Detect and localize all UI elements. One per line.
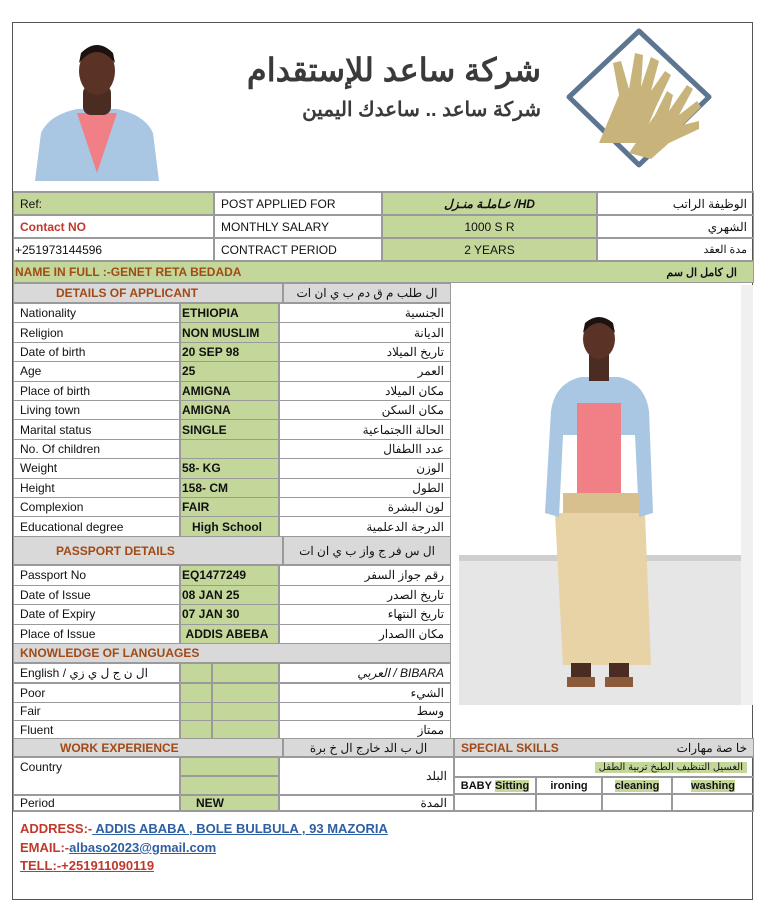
post-label-ar: الوظيفة الراتب (597, 192, 754, 215)
detail-label: Educational degree (13, 516, 180, 536)
detail-value: 20 SEP 98 (180, 342, 279, 362)
skill-label: ironing (550, 779, 588, 792)
ref-label: Ref: (13, 192, 214, 215)
detail-value: NON MUSLIM (180, 322, 279, 342)
full-name-value: GENET RETA BEDADA (110, 265, 242, 279)
skill-label: cleaning (614, 779, 660, 792)
skill-label: washing (690, 779, 735, 792)
detail-label: Weight (13, 458, 180, 478)
detail-value: AMIGNA (180, 381, 279, 401)
passport-value: ADDIS ABEBA (180, 624, 279, 645)
country-label: Country (13, 757, 180, 795)
detail-value: SINGLE (180, 419, 279, 439)
post-applied-value: HD/ عـاملـة منـزل (382, 192, 597, 215)
detail-value: AMIGNA (180, 400, 279, 420)
period-label-ar: المدة (279, 795, 454, 811)
detail-label-ar: الحالة االجتماعية (279, 419, 451, 439)
address-line (20, 821, 388, 836)
detail-label-ar: الوزن (279, 458, 451, 478)
skills-ar-items: الغسيل التنظيف الطبخ تربية الطفل (595, 762, 747, 773)
language-level-label: Fair (13, 702, 180, 722)
detail-value: FAIR (180, 497, 279, 517)
skill-ironing (536, 777, 602, 794)
skills-header-label: SPECIAL SKILLS (461, 740, 559, 755)
detail-label-ar: الدرجة الدعلمية (279, 516, 451, 536)
period-value: NEW (180, 795, 279, 811)
passport-header-ar: ال س فر ج واز ب ي ان ات (283, 536, 451, 565)
detail-value: 25 (180, 361, 279, 381)
detail-value: 158- CM (180, 478, 279, 498)
arabic-label: BIBARA / العربي (279, 663, 451, 683)
skill-empty-cell (672, 794, 754, 811)
contact-label: Contact NO (13, 215, 214, 238)
applicant-full-photo (459, 285, 753, 705)
contract-label-ar: مدة العقد (597, 238, 754, 261)
work-header: WORK EXPERIENCE (13, 738, 283, 757)
skills-ar-row (454, 757, 754, 777)
language-level-label: Fluent (13, 720, 180, 740)
detail-label: Height (13, 478, 180, 498)
country-value (180, 757, 279, 776)
detail-label-ar: لون البشرة (279, 497, 451, 517)
tell-link[interactable]: +251911090119 (61, 858, 155, 873)
detail-label: Age (13, 361, 180, 381)
skill-label: Sitting (494, 779, 530, 792)
full-name-label-ar: ال كامل ال سم (666, 266, 737, 279)
language-level-arabic (212, 720, 279, 740)
detail-label: Religion (13, 322, 180, 342)
details-header-ar: ال طلب م ق دم ب ي ان ات (283, 283, 451, 303)
english-label: English / ال ن ج ل ي زي (13, 663, 180, 683)
detail-label: No. Of children (13, 439, 180, 459)
passport-header: PASSPORT DETAILS (13, 536, 283, 565)
email-label: EMAIL:- (20, 840, 70, 855)
email-link[interactable]: albaso2023@gmail.com (69, 840, 217, 855)
address-label: ADDRESS:- (20, 821, 93, 836)
language-level-label-ar: وسط (279, 702, 451, 722)
detail-label: Marital status (13, 419, 180, 439)
company-name-ar: شركة ساعد للإستقدام (246, 52, 541, 88)
country-value-2 (180, 776, 279, 795)
english-level-cell (180, 663, 212, 683)
detail-value: ETHIOPIA (180, 303, 279, 323)
monthly-salary-value: 1000 S R (382, 215, 597, 238)
skill-washing (672, 777, 754, 794)
language-level-english (180, 720, 212, 740)
language-level-label-ar: الشيء (279, 683, 451, 703)
detail-value: 58- KG (180, 458, 279, 478)
detail-label: Place of birth (13, 381, 180, 401)
email-line (20, 840, 216, 855)
country-label-ar: البلد (279, 757, 454, 795)
details-header: DETAILS OF APPLICANT (13, 283, 283, 303)
passport-label: Place of Issue (13, 624, 180, 645)
address-value[interactable]: ADDIS ABABA , BOLE BULBULA , 93 MAZORIA (92, 821, 388, 836)
detail-label-ar: عدد االطفال (279, 439, 451, 459)
detail-label: Complexion (13, 497, 180, 517)
passport-value: 08 JAN 25 (180, 585, 279, 606)
language-level-label: Poor (13, 683, 180, 703)
period-label: Period (13, 795, 180, 811)
passport-value: 07 JAN 30 (180, 604, 279, 625)
full-body-illustration (459, 285, 753, 705)
skill-cleaning (602, 777, 672, 794)
skill-empty-cell (454, 794, 536, 811)
skill-sitting (454, 777, 536, 794)
skill-empty-cell (602, 794, 672, 811)
passport-label-ar: تاريخ النتهاء (279, 604, 451, 625)
passport-label-ar: مكان االصدار (279, 624, 451, 645)
cv-page (12, 22, 753, 900)
language-level-english (180, 683, 212, 703)
portrait-illustration (13, 23, 181, 191)
tell-label: TELL:- (20, 858, 62, 873)
skill-empty-cell (536, 794, 602, 811)
skill-prefix: BABY (460, 779, 492, 792)
detail-label-ar: تاريخ الميلاد (279, 342, 451, 362)
post-applied-label: POST APPLIED FOR (214, 192, 382, 215)
english-level-cell-2 (212, 663, 279, 683)
detail-label-ar: الطول (279, 478, 451, 498)
full-name-row (13, 261, 754, 283)
full-name-label: NAME IN FULL :- (15, 265, 111, 279)
passport-label: Date of Issue (13, 585, 180, 606)
detail-label-ar: الجنسية (279, 303, 451, 323)
languages-header: KNOWLEDGE OF LANGUAGES (13, 643, 451, 663)
detail-label-ar: مكان الميلاد (279, 381, 451, 401)
passport-label: Date of Expiry (13, 604, 180, 625)
contract-period-value: 2 YEARS (382, 238, 597, 261)
language-level-label-ar: ممتاز (279, 720, 451, 740)
company-logo (181, 23, 753, 191)
work-header-ar: ال ب الد خارج ال خ برة (283, 738, 454, 757)
detail-value: High School (180, 516, 279, 536)
detail-label-ar: العمر (279, 361, 451, 381)
helping-hands-logo (559, 25, 719, 175)
company-slogan-ar: شركة ساعد .. ساعدك اليمين (302, 99, 541, 121)
detail-value (180, 439, 279, 459)
portrait-photo (13, 23, 181, 191)
passport-label: Passport No (13, 565, 180, 586)
detail-label: Date of birth (13, 342, 180, 362)
skills-header (454, 738, 754, 757)
passport-label-ar: رقم جواز السفر (279, 565, 451, 586)
detail-label-ar: مكان السكن (279, 400, 451, 420)
monthly-salary-label: MONTHLY SALARY (214, 215, 382, 238)
tell-line (20, 858, 154, 873)
detail-label: Living town (13, 400, 180, 420)
language-level-english (180, 702, 212, 722)
skills-header-ar: خا صة مهارات (676, 740, 747, 755)
detail-label-ar: الديانة (279, 322, 451, 342)
passport-label-ar: تاريخ الصدر (279, 585, 451, 606)
language-level-arabic (212, 702, 279, 722)
contact-phone: +251973144596 (13, 238, 214, 261)
contract-period-label: CONTRACT PERIOD (214, 238, 382, 261)
language-level-arabic (212, 683, 279, 703)
passport-value: EQ1477249 (180, 565, 279, 586)
detail-label: Nationality (13, 303, 180, 323)
salary-label-ar: الشهري (597, 215, 754, 238)
